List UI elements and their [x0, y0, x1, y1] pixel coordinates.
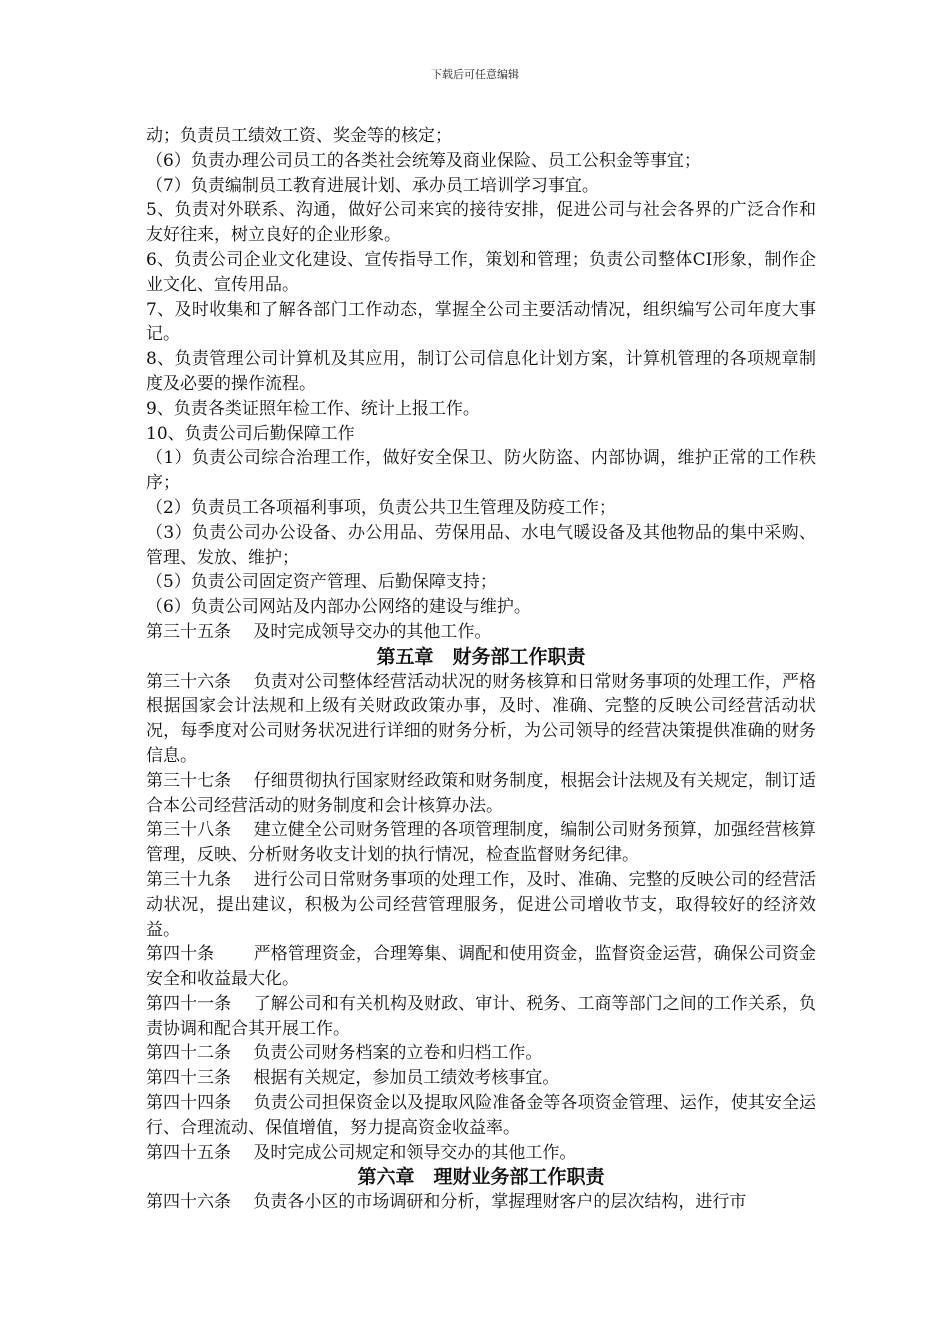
- paragraph: 8、负责管理公司计算机及其应用，制订公司信息化计划方案，计算机管理的各项规章制度及必要的操作流程。: [146, 349, 816, 394]
- paragraph: （6）负责办理公司员工的各类社会统筹及商业保险、员工公积金等事宜；: [146, 150, 701, 171]
- chapter-heading: 第六章 理财业务部工作职责: [357, 1166, 605, 1189]
- paragraph: 第三十九条 进行公司日常财务事项的处理工作，及时、准确、完整的反映公司的经营活动状况，提出建议，积极为公司经营管理服务，促进公司增收节支，取得较好的经济效益。: [146, 869, 816, 940]
- chapter-heading: 第五章 财务部工作职责: [376, 645, 586, 668]
- paragraph: 第三十七条 仔细贯彻执行国家财经政策和财务制度，根据会计法规及有关规定，制订适合本公司经营活动的财务制度和会计核算办法。: [146, 770, 816, 816]
- paragraph: 第四十六条 负责各小区的市场调研和分析，掌握理财客户的层次结构，进行市: [146, 1192, 747, 1213]
- paragraph: （2）负责员工各项福利事项，负责公共卫生管理及防疫工作；: [146, 497, 616, 518]
- paragraph: 动；负责员工绩效工资、奖金等的核定；: [146, 126, 452, 146]
- paragraph: 7、及时收集和了解各部门工作动态，掌握全公司主要活动情况，组织编写公司年度大事记。: [146, 299, 816, 345]
- paragraph: 第四十二条 负责公司财务档案的立卷和归档工作。: [146, 1043, 543, 1064]
- paragraph: 9、负责各类证照年检工作、统计上报工作。: [146, 398, 480, 419]
- paragraph: 第四十条 严格管理资金，合理筹集、调配和使用资金，监督资金运营，确保公司资金安全和收益最大化。: [146, 944, 816, 990]
- paragraph: 第四十三条 根据有关规定，参加员工绩效考核事宜。: [146, 1068, 560, 1089]
- paragraph: 第三十六条 负责对公司整体经营活动状况的财务核算和日常财务事项的处理工作，严格根据国家会计法规和上级有关财政政策办事，及时、准确、完整的反映公司经营活动状况，每季度对公司财务状况进行详细的财务分析，为公司领导的经营决策提供准确的财务信息。: [146, 671, 816, 766]
- paragraph: 第四十一条 了解公司和有关机构及财政、审计、税务、工商等部门之间的工作关系，负责协调和配合其开展工作。: [146, 993, 816, 1039]
- paragraph: （3）负责公司办公设备、办公用品、劳保用品、水电气暖设备及其他物品的集中采购、管理、发放、维护；: [146, 522, 816, 568]
- paragraph: 10、负责公司后勤保障工作: [146, 423, 355, 444]
- paragraph: 5、负责对外联系、沟通，做好公司来宾的接待安排，促进公司与社会各界的广泛合作和友好往来，树立良好的企业形象。: [146, 200, 816, 246]
- paragraph: 第三十五条 及时完成领导交办的其他工作。: [146, 621, 492, 642]
- paragraph: （1）负责公司综合治理工作，做好安全保卫、防火防盗、内部协调，维护正常的工作秩序；: [146, 448, 816, 494]
- paragraph: 第四十五条 及时完成公司规定和领导交办的其他工作。: [146, 1142, 577, 1163]
- paragraph: 第四十四条 负责公司担保资金以及提取风险准备金等各项资金管理、运作，使其安全运行、合理流动、保值增值，努力提高资金收益率。: [146, 1093, 816, 1138]
- paragraph: （5）负责公司固定资产管理、后勤保障支持；: [146, 572, 497, 593]
- page-header: 下载后可任意编辑: [431, 68, 519, 81]
- document-body: [146, 124, 816, 1215]
- paragraph: 6、负责公司企业文化建设、宣传指导工作，策划和管理；负责公司整体CI形象，制作企业文化、宣传用品。: [146, 249, 816, 295]
- paragraph: 第三十八条 建立健全公司财务管理的各项管理制度，编制公司财务预算，加强经营核算管理，反映、分析财务收支计划的执行情况，检查监督财务纪律。: [146, 820, 816, 866]
- paragraph: （7）负责编制员工教育进展计划、承办员工培训学习事宜。: [146, 175, 599, 196]
- paragraph: （6）负责公司网站及内部办公网络的建设与维护。: [146, 597, 531, 618]
